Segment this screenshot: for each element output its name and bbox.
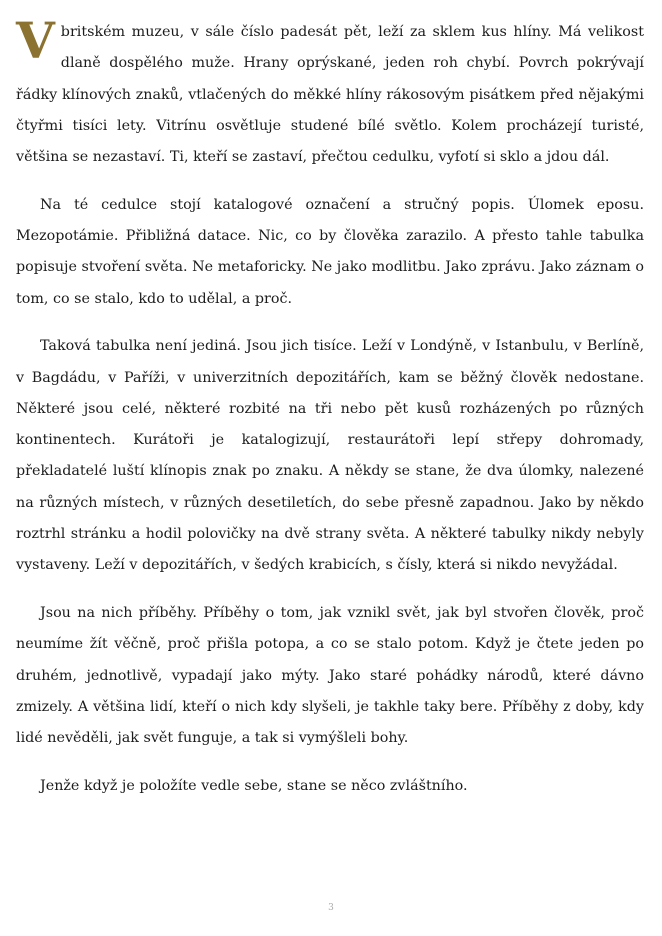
paragraph-4: Jsou na nich příběhy. Příběhy o tom, jak vznikl svět, jak byl stvořen člověk, proč neumíme žít věčně, proč přišla potopa, a co se stalo potom. Když je čtete jeden po druhém, jednotlivě, vypadají jako mýty. Jako staré pohádky národů, které dávno zmizely. A většina lidí, kteří o nich kdy slyšeli, je takhle taky bere. Příběhy z doby, kdy lidé nevěděli, jak svět funguje, a tak si vymýšleli bohy. (16, 604, 644, 747)
paragraph-5: Jenže když je položíte vedle sebe, stane se něco zvláštního. (40, 777, 468, 794)
paragraph-3: Taková tabulka není jediná. Jsou jich tisíce. Leží v Londýně, v Istanbulu, v Berlíně, v Bagdádu, v Paříži, v univerzitních depozitářích, kam se běžný člověk nedostane. Některé jsou celé, některé rozbité na tři nebo pět kusů rozházených po různých kontinentech. Kurátoři je katalogizují, restaurátoři lepí střepy dohromady, překladatelé luští klínopis znak po znaku. A někdy se stane, že dva úlomky, nalezené na různých místech, v různých desetiletích, do sebe přesně zapadnou. Jako by někdo roztrhl stránku a hodil polovičky na dvě strany světa. A některé tabulky nikdy nebyly vystaveny. Leží v depozitářích, v šedých krabicích, s čísly, která si nikdo nevyžádal. (16, 338, 644, 574)
paragraph-1 (16, 11, 644, 173)
drop-cap: V (16, 11, 55, 70)
page-number: 3 (328, 903, 334, 913)
paragraph-1-text: britském muzeu, v sále číslo padesát pět, leží za sklem kus hlíny. Má velikost dlaně dospělého muže. Hrany oprýskané, jeden roh chybí. Povrch pokrývají řádky klínových znaků, vtlačených do měkké hlíny rákosovým pisátkem před nějakými čtyřmi tisíci lety. Vitrínu osvětluje studené bílé světlo. Kolem procházejí turisté, většina se nezastaví. Ti, kteří se zastaví, přečtou cedulku, vyfotí si sklo a jdou dál. (16, 24, 644, 166)
document-body (16, 11, 644, 818)
paragraph-2: Na té cedulce stojí katalogové označení a stručný popis. Úlomek eposu. Mezopotámie. Přibližná datace. Nic, co by člověka zarazilo. A přesto tahle tabulka popisuje stvoření světa. Ne metaforicky. Ne jako modlitbu. Jako zprávu. Jako záznam o tom, co se stalo, kdo to udělal, a proč. (16, 196, 644, 307)
